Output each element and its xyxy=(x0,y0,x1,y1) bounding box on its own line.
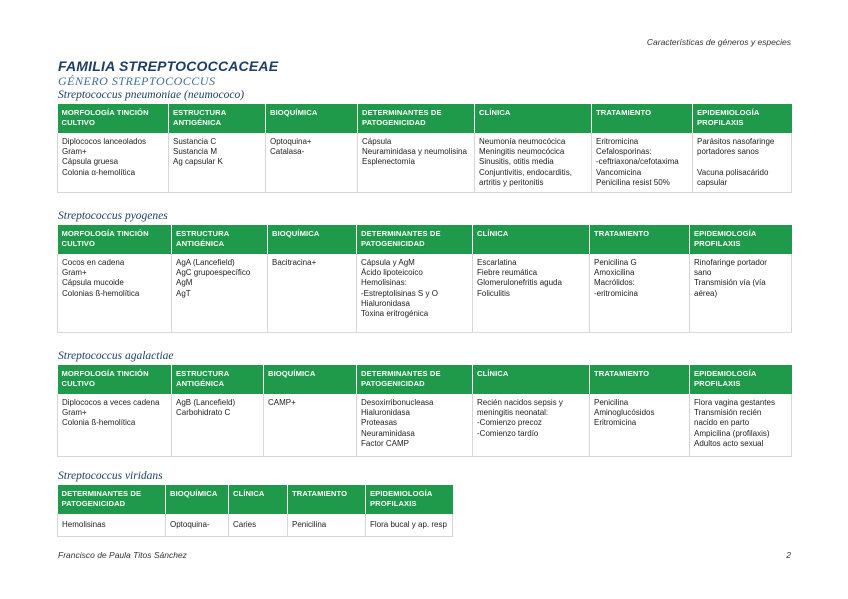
cell-morfologia: Diplococos a veces cadena Gram+ Colonia ß-hemolítica xyxy=(58,394,172,456)
cell-epidemiologia: Flora vagina gestantes Transmisión recién nacido en parto Ampicilina (profilaxis) Adultos acto sexual xyxy=(690,394,792,456)
cell-clinica: Neumonía neumocócica Meningitis neumocócica Sinusitis, otitis media Conjuntivitis, endocarditis, artritis y peritonitis xyxy=(475,133,592,193)
cell-estructura: Sustancia C Sustancia M Ag capsular K xyxy=(169,133,266,193)
header-determinantes: DETERMINANTES DE PATOGENICIDAD xyxy=(357,225,473,254)
header-bioquimica: BIOQUÍMICA xyxy=(266,104,358,133)
header-morfologia: MORFOLOGÍA TINCIÓN CULTIVO xyxy=(58,225,172,254)
table-agalactiae xyxy=(57,365,792,457)
header-bioquimica: BIOQUÍMICA xyxy=(264,365,357,394)
footer-page-number: 2 xyxy=(786,550,791,560)
cell-clinica: Recién nacidos sepsis y meningitis neonatal: -Comienzo precoz -Comienzo tardío xyxy=(473,394,590,456)
table-viridans xyxy=(57,485,453,537)
table-header-row xyxy=(58,225,792,254)
header-morfologia: MORFOLOGÍA TINCIÓN CULTIVO xyxy=(58,365,172,394)
header-tratamiento: TRATAMIENTO xyxy=(592,104,693,133)
header-bioquimica: BIOQUÍMICA xyxy=(268,225,357,254)
species-title-pyogenes: Streptococcus pyogenes xyxy=(58,210,168,222)
cell-determinantes: Desoxirribonucleasa Hialuronidasa Proteasas Neuraminidasa Factor CAMP xyxy=(357,394,473,456)
header-clinica: CLÍNICA xyxy=(229,485,288,514)
cell-bioquimica: Optoquina- xyxy=(166,514,229,536)
cell-estructura: AgA (Lancefield) AgC grupoespecífico AgM AgT xyxy=(172,254,268,332)
table-header-row xyxy=(58,485,453,514)
family-title: FAMILIA STREPTOCOCCACEAE xyxy=(58,58,279,74)
header-estructura: ESTRUCTURA ANTIGÉNICA xyxy=(169,104,266,133)
cell-tratamiento: Penicilina Aminoglucósidos Eritromicina xyxy=(590,394,690,456)
header-epidemiologia: EPIDEMIOLOGÍA PROFILAXIS xyxy=(693,104,792,133)
species-title-pneumoniae: Streptococcus pneumoniae (neumococo) xyxy=(58,89,245,101)
cell-epidemiologia: Parásitos nasofaringe portadores sanos Vacuna polisacárido capsular xyxy=(693,133,792,193)
cell-clinica: Escarlatina Fiebre reumática Glomerulonefritis aguda Foliculitis xyxy=(473,254,590,332)
header-estructura: ESTRUCTURA ANTIGÉNICA xyxy=(172,365,264,394)
header-epidemiologia: EPIDEMIOLOGÍA PROFILAXIS xyxy=(690,365,792,394)
cell-epidemiologia: Flora bucal y ap. resp xyxy=(366,514,453,536)
header-determinantes: DETERMINANTES DE PATOGENICIDAD xyxy=(357,365,473,394)
table-row xyxy=(58,133,792,193)
cell-bioquimica: CAMP+ xyxy=(264,394,357,456)
header-estructura: ESTRUCTURA ANTIGÉNICA xyxy=(172,225,268,254)
header-tratamiento: TRATAMIENTO xyxy=(590,365,690,394)
header-morfologia: MORFOLOGÍA TINCIÓN CULTIVO xyxy=(58,104,169,133)
cell-morfologia: Cocos en cadena Gram+ Cápsula mucoide Colonias ß-hemolítica xyxy=(58,254,172,332)
cell-estructura: AgB (Lancefield) Carbohidrato C xyxy=(172,394,264,456)
table-header-row xyxy=(58,365,792,394)
species-title-viridans: Streptococcus viridans xyxy=(58,470,163,482)
cell-determinantes: Cápsula Neuraminidasa y neumolisina Esplenectomía xyxy=(358,133,475,193)
cell-determinantes: Cápsula y AgM Ácido lipoteicoico Hemolisinas: -Estreptolisinas S y O Hialuronidasa Toxina eritrogénica xyxy=(357,254,473,332)
cell-bioquimica: Optoquina+ Catalasa- xyxy=(266,133,358,193)
header-tratamiento: TRATAMIENTO xyxy=(288,485,366,514)
cell-tratamiento: Penicilina G Amoxicilina Macrólidos: -eritromicina xyxy=(590,254,690,332)
cell-tratamiento: Penicilina xyxy=(288,514,366,536)
header-tratamiento: TRATAMIENTO xyxy=(590,225,690,254)
header-determinantes: DETERMINANTES DE PATOGENICIDAD xyxy=(58,485,166,514)
header-epidemiologia: EPIDEMIOLOGÍA PROFILAXIS xyxy=(690,225,792,254)
table-row xyxy=(58,394,792,456)
table-pyogenes xyxy=(57,225,792,333)
cell-epidemiologia: Rinofaringe portador sano Transmisión vía (vía aérea) xyxy=(690,254,792,332)
cell-clinica: Caries xyxy=(229,514,288,536)
table-header-row xyxy=(58,104,792,133)
cell-bioquimica: Bacitracina+ xyxy=(268,254,357,332)
cell-morfologia: Diplococos lanceolados Gram+ Cápsula gruesa Colonia α-hemolítica xyxy=(58,133,169,193)
header-bioquimica: BIOQUÍMICA xyxy=(166,485,229,514)
table-row xyxy=(58,514,453,536)
header-clinica: CLÍNICA xyxy=(473,225,590,254)
header-epidemiologia: EPIDEMIOLOGÍA PROFILAXIS xyxy=(366,485,453,514)
footer-author: Francisco de Paula Titos Sánchez xyxy=(58,550,187,560)
genus-title: GÉNERO STREPTOCOCCUS xyxy=(58,74,216,88)
header-clinica: CLÍNICA xyxy=(473,365,590,394)
table-pneumoniae xyxy=(57,104,792,193)
page-header: Características de géneros y especies xyxy=(646,37,791,47)
species-title-agalactiae: Streptococcus agalactiae xyxy=(58,350,174,362)
table-row xyxy=(58,254,792,332)
cell-tratamiento: Eritromicina Cefalosporinas: -ceftriaxona/cefotaxima Vancomicina Penicilina resist 50% xyxy=(592,133,693,193)
cell-determinantes: Hemolisinas xyxy=(58,514,166,536)
header-clinica: CLÍNICA xyxy=(475,104,592,133)
header-determinantes: DETERMINANTES DE PATOGENICIDAD xyxy=(358,104,475,133)
